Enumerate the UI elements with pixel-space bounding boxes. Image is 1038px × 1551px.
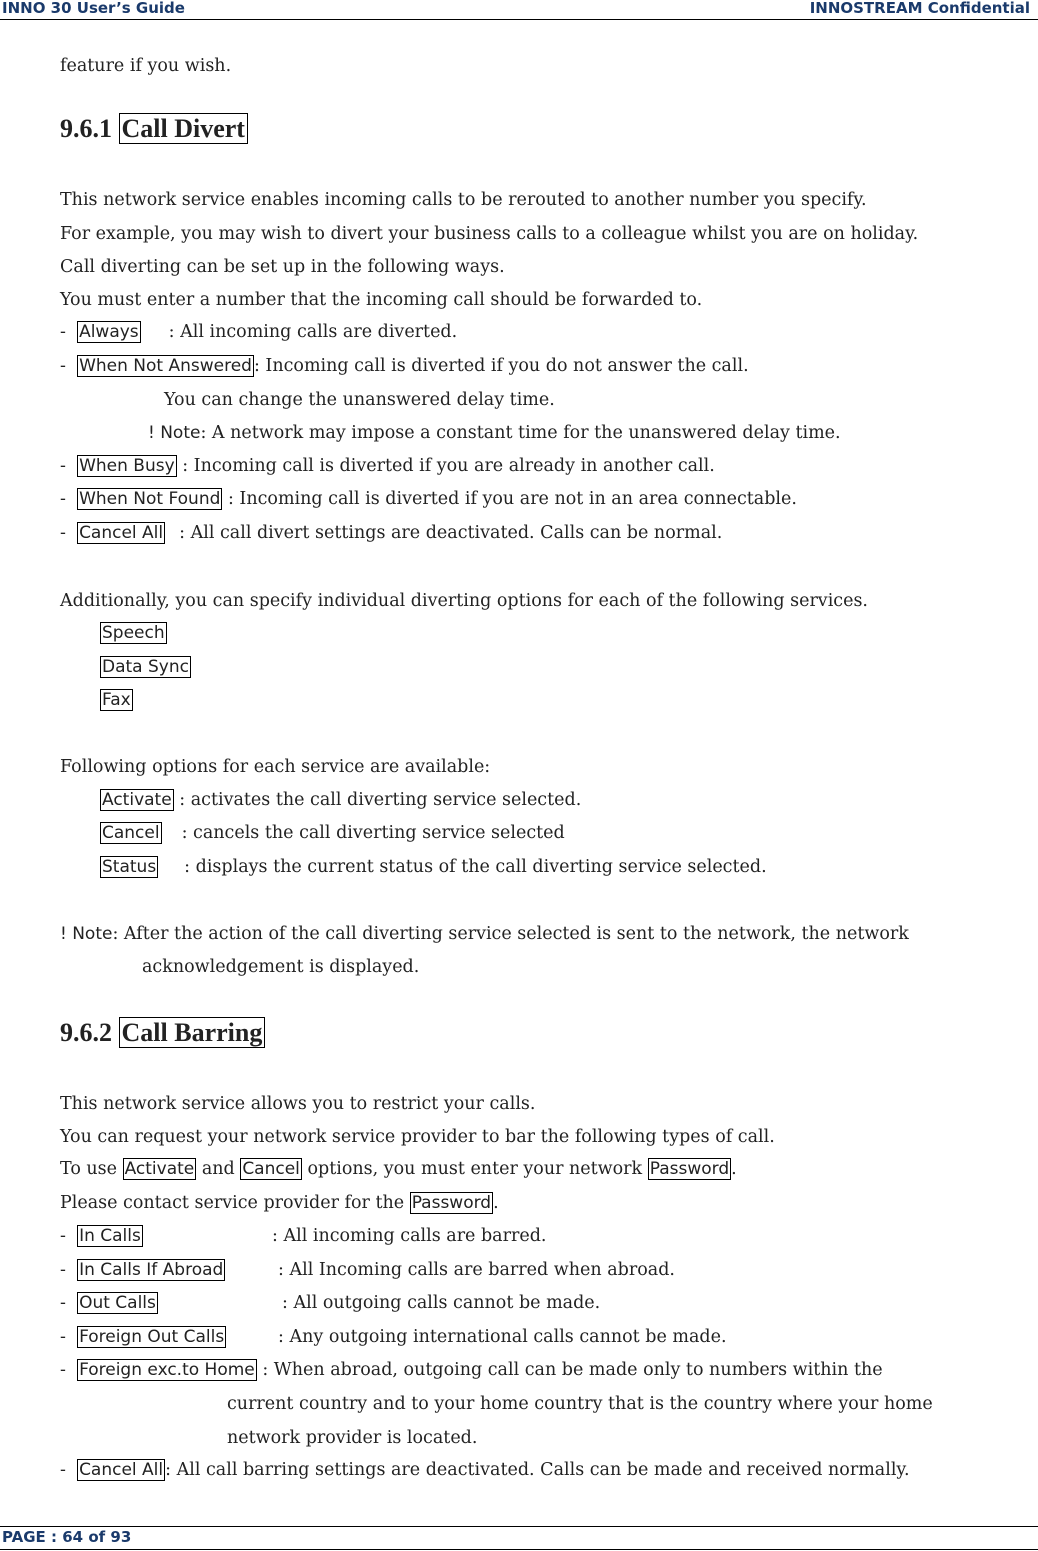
service-item: Data Sync <box>102 657 189 677</box>
page-header <box>0 0 1038 20</box>
menu-label-in-calls: In Calls <box>79 1226 141 1246</box>
section-title: Call Barring <box>119 1017 266 1048</box>
page-footer <box>0 1526 1038 1550</box>
list-item: - When Not Answered : Incoming call is diverted if you do not answer the call. <box>60 356 749 376</box>
paragraph: Call diverting can be set up in the following ways. <box>60 257 505 277</box>
option-item: Cancel : cancels the call diverting service selected <box>102 823 565 843</box>
menu-label-cancel-all: Cancel All <box>79 523 164 543</box>
list-item: - When Busy : Incoming call is diverted if you are already in another call. <box>60 456 715 476</box>
list-item: - Cancel All : All call barring settings are deactivated. Calls can be made and received normally. <box>60 1460 910 1480</box>
keyword-password: Password <box>649 1159 730 1179</box>
list-item: - Foreign Out Calls : Any outgoing international calls cannot be made. <box>60 1327 727 1347</box>
paragraph: You must enter a number that the incoming call should be forwarded to. <box>60 290 703 310</box>
section-number: 9.6.1 <box>60 114 112 143</box>
paragraph: This network service allows you to restrict your calls. <box>60 1094 536 1114</box>
note-continuation: acknowledgement is displayed. <box>142 957 420 977</box>
paragraph: Please contact service provider for the Password . <box>60 1193 499 1213</box>
list-item: - When Not Found : Incoming call is diverted if you are not in an area connectable. <box>60 489 797 509</box>
menu-label-when-not-answered: When Not Answered <box>79 356 252 376</box>
list-item-continuation: network provider is located. <box>227 1428 478 1448</box>
menu-label-in-calls-if-abroad: In Calls If Abroad <box>79 1260 224 1280</box>
note: ! Note: After the action of the call diverting service selected is sent to the network, the network <box>60 924 909 944</box>
paragraph: This network service enables incoming calls to be rerouted to another number you specify. <box>60 190 867 210</box>
paragraph: To use Activate and Cancel options, you must enter your network Password . <box>60 1159 737 1179</box>
menu-label-always: Always <box>79 322 139 342</box>
paragraph: You can request your network service provider to bar the following types of call. <box>60 1127 775 1147</box>
option-item: Activate : activates the call diverting service selected. <box>102 790 582 810</box>
menu-label-when-busy: When Busy <box>79 456 175 476</box>
section-number: 9.6.2 <box>60 1018 112 1047</box>
list-item: - In Calls : All incoming calls are barred. <box>60 1226 547 1246</box>
menu-label-out-calls: Out Calls <box>79 1293 156 1313</box>
header-title: INNO 30 User’s Guide <box>2 0 185 17</box>
list-item: - Cancel All : All call divert settings are deactivated. Calls can be normal. <box>60 523 723 543</box>
keyword-activate: Activate <box>124 1159 195 1179</box>
list-item-continuation: current country and to your home country that is the country where your home <box>227 1394 933 1414</box>
option-item: Status : displays the current status of the call diverting service selected. <box>102 857 767 877</box>
paragraph: For example, you may wish to divert your business calls to a colleague whilst you are on holiday. <box>60 224 919 244</box>
keyword-cancel: Cancel <box>242 1159 300 1179</box>
list-item: - Out Calls : All outgoing calls cannot be made. <box>60 1293 601 1313</box>
option-label-cancel: Cancel <box>102 823 160 843</box>
section-heading-call-barring <box>60 1016 265 1050</box>
paragraph: Following options for each service are available: <box>60 757 491 777</box>
list-item-continuation: You can change the unanswered delay time. <box>164 390 555 410</box>
option-label-activate: Activate <box>102 790 172 810</box>
intro-text: feature if you wish. <box>60 56 232 76</box>
service-item: Speech <box>102 623 165 643</box>
list-item: - Always : All incoming calls are diverted. <box>60 322 458 342</box>
menu-label-foreign-out-calls: Foreign Out Calls <box>79 1327 225 1347</box>
list-item: - Foreign exc.to Home : When abroad, outgoing call can be made only to numbers within the <box>60 1360 883 1380</box>
note-label: ! Note <box>148 423 201 443</box>
keyword-password: Password <box>411 1193 492 1213</box>
note: ! Note: A network may impose a constant time for the unanswered delay time. <box>148 423 841 443</box>
paragraph: Additionally, you can specify individual diverting options for each of the following services. <box>60 591 868 611</box>
option-label-status: Status <box>102 857 157 877</box>
service-item: Fax <box>102 690 131 710</box>
section-title: Call Divert <box>119 113 248 144</box>
menu-label-cancel-all: Cancel All <box>79 1460 164 1480</box>
note-label: ! Note <box>60 924 113 944</box>
section-heading-call-divert <box>60 112 248 146</box>
menu-label-when-not-found: When Not Found <box>79 489 221 509</box>
menu-label-foreign-exc-to-home: Foreign exc.to Home <box>79 1360 255 1380</box>
list-item: - In Calls If Abroad : All Incoming calls are barred when abroad. <box>60 1260 675 1280</box>
page-number: PAGE : 64 of 93 <box>2 1528 132 1546</box>
header-confidential: INNOSTREAM Confidential <box>809 0 1030 17</box>
